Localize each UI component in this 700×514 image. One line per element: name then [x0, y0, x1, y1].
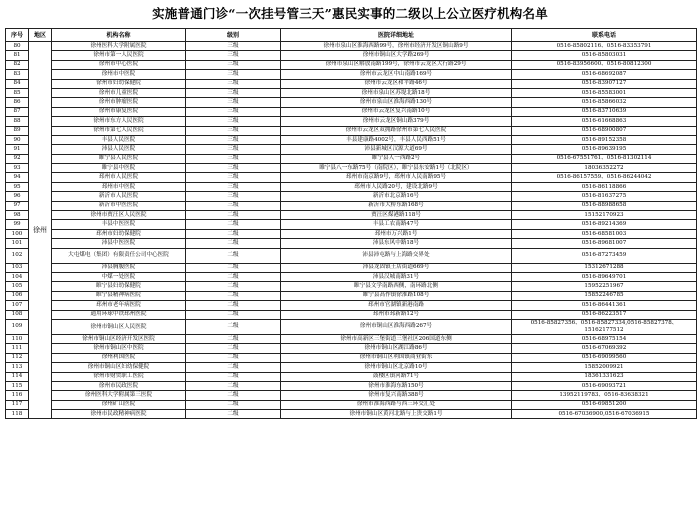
row-level: 二级	[186, 353, 281, 362]
row-seq: 104	[6, 272, 29, 281]
row-institution-name: 沛县中医医院	[52, 239, 186, 248]
row-institution-name: 徐州市中医院	[52, 70, 186, 79]
row-seq: 81	[6, 51, 29, 60]
row-seq: 91	[6, 145, 29, 154]
row-seq: 96	[6, 192, 29, 201]
row-address: 徐州市泉山区淮海西路130号	[281, 98, 512, 107]
row-phone: 18036352272	[512, 164, 697, 173]
row-level: 三级	[186, 182, 281, 191]
row-institution-name: 丰县中医医院	[52, 220, 186, 229]
document-title: 实施普通门诊“一次挂号管三天”惠民实事的二级以上公立医疗机构名单	[152, 6, 548, 21]
row-phone: 0516-83710639	[512, 107, 697, 116]
row-address: 丰县工农南路47号	[281, 220, 512, 229]
row-address: 睢宁县高作镇徐淮路108号	[281, 291, 512, 300]
row-level: 二级	[186, 319, 281, 334]
row-institution-name: 徐州利国医院	[52, 353, 186, 362]
row-phone: 0516-68900807	[512, 126, 697, 135]
row-seq: 97	[6, 201, 29, 210]
table-row	[6, 98, 697, 107]
row-institution-name: 徐州医科大学附属医院	[52, 42, 186, 51]
row-phone: 0516-83956600、0516-80812300	[512, 60, 697, 69]
row-address: 徐州市铜山区利国镇商业街东	[281, 353, 512, 362]
row-level: 二级	[186, 363, 281, 372]
row-phone: 0516-85866032	[512, 98, 697, 107]
row-seq: 102	[6, 248, 29, 263]
row-phone: 15852009921	[512, 363, 697, 372]
row-phone: 0516-61668863	[512, 117, 697, 126]
row-institution-name: 徐州医科大学附属第三医院	[52, 391, 186, 400]
table-row	[6, 42, 697, 51]
table-row	[6, 282, 697, 291]
table-body	[6, 42, 697, 419]
row-institution-name: 邳州市人民医院	[52, 173, 186, 182]
row-level: 二级	[186, 291, 281, 300]
row-phone: 0516-89639195	[512, 145, 697, 154]
row-level: 二级	[186, 220, 281, 229]
row-address: 沛县龙固镇王店街道669号	[281, 263, 512, 272]
row-phone: 0516-67036900,0516-67036915	[512, 410, 697, 419]
row-address: 徐州市云龙区复兴南路10号	[281, 107, 512, 116]
row-seq: 107	[6, 301, 29, 310]
row-level: 三级	[186, 88, 281, 97]
row-seq: 111	[6, 344, 29, 353]
row-institution-name: 徐州市第七人民医院	[52, 126, 186, 135]
row-phone: 0516-89649701	[512, 272, 697, 281]
row-institution-name: 徐州市民政医院	[52, 381, 186, 390]
row-level: 三级	[186, 145, 281, 154]
row-seq: 87	[6, 107, 29, 116]
row-level: 二级	[186, 391, 281, 400]
table-row	[6, 173, 697, 182]
row-institution-name: 徐州市康复医院	[52, 107, 186, 116]
row-level: 三级	[186, 42, 281, 51]
row-institution-name: 沛县胸腹医院	[52, 263, 186, 272]
row-level: 三级	[186, 70, 281, 79]
row-seq: 86	[6, 98, 29, 107]
row-institution-name: 丰县人民医院	[52, 135, 186, 144]
row-address: 徐州市复兴南路388号	[281, 391, 512, 400]
row-level: 二级	[186, 282, 281, 291]
row-address: 徐州市高新区三堡街道三堡社区206国道东侧	[281, 334, 512, 343]
hospital-list-table	[5, 28, 697, 419]
row-institution-name: 徐州市东方人民医院	[52, 117, 186, 126]
row-institution-name: 邳州市妇幼保健院	[52, 229, 186, 238]
row-institution-name: 徐州市妇幼保健院	[52, 79, 186, 88]
header-name: 机构名称	[52, 29, 186, 42]
table-row	[6, 319, 697, 334]
row-seq: 101	[6, 239, 29, 248]
table-row	[6, 164, 697, 173]
table-row	[6, 248, 697, 263]
row-address: 徐州市铜山区淮海西路267号	[281, 319, 512, 334]
row-seq: 117	[6, 400, 29, 409]
table-row	[6, 117, 697, 126]
row-level: 二级	[186, 272, 281, 281]
row-seq: 80	[6, 42, 29, 51]
table-row	[6, 344, 697, 353]
row-seq: 93	[6, 164, 29, 173]
row-level: 三级	[186, 201, 281, 210]
row-level: 三级	[186, 164, 281, 173]
header-level: 级别	[186, 29, 281, 42]
row-address: 邳州市万兴路1号	[281, 229, 512, 238]
row-institution-name: 新沂市中医医院	[52, 201, 186, 210]
row-seq: 83	[6, 70, 29, 79]
row-institution-name: 中煤一处医院	[52, 272, 186, 281]
row-address: 睢宁县八一东路75号（南院区），睢宁县东安路1号（北院区）	[281, 164, 512, 173]
region-cell: 徐州	[29, 42, 52, 419]
row-seq: 84	[6, 79, 29, 88]
row-seq: 89	[6, 126, 29, 135]
row-institution-name: 邳州市中医院	[52, 182, 186, 191]
row-phone: 0516-69851200	[512, 400, 697, 409]
table-row	[6, 211, 697, 220]
row-level: 二级	[186, 301, 281, 310]
row-phone: 0516-68692087	[512, 70, 697, 79]
row-address: 徐州市铜山区黄河北路与上贵交路1号	[281, 410, 512, 419]
row-level: 二级	[186, 372, 281, 381]
row-address: 鼓楼区镇河路71号	[281, 372, 512, 381]
row-institution-name: 徐州市肿瘤医院	[52, 98, 186, 107]
row-seq: 94	[6, 173, 29, 182]
row-level: 二级	[186, 229, 281, 238]
row-level: 三级	[186, 126, 281, 135]
row-level: 二级	[186, 344, 281, 353]
row-institution-name: 通用环球中铁邳州医院	[52, 310, 186, 319]
table-row	[6, 381, 697, 390]
row-phone: 0516-85802116、0516-83353791	[512, 42, 697, 51]
row-level: 三级	[186, 135, 281, 144]
table-row	[6, 60, 697, 69]
row-level: 三级	[186, 79, 281, 88]
table-row	[6, 51, 697, 60]
row-level: 二级	[186, 211, 281, 220]
table-row	[6, 201, 697, 210]
row-institution-name: 邳州市老年病医院	[52, 301, 186, 310]
row-phone: 15312671288	[512, 263, 697, 272]
row-phone: 0516-67551761、0516-81302114	[512, 154, 697, 163]
table-row	[6, 192, 697, 201]
table-row	[6, 126, 697, 135]
table-row	[6, 263, 697, 272]
table-row	[6, 372, 697, 381]
row-seq: 92	[6, 154, 29, 163]
row-level: 二级	[186, 248, 281, 263]
row-institution-name: 新沂市人民医院	[52, 192, 186, 201]
row-institution-name: 睢宁县精神病医院	[52, 291, 186, 300]
row-level: 二级	[186, 239, 281, 248]
header-seq: 序号	[6, 29, 29, 42]
row-seq: 105	[6, 282, 29, 291]
row-level: 二级	[186, 334, 281, 343]
row-address: 徐州市泉山区淮海西路99号，徐州市经济开发区铜山路9号	[281, 42, 512, 51]
row-phone: 0516-89681007	[512, 239, 697, 248]
row-phone: 0516-69093721	[512, 381, 697, 390]
row-phone: 0516-83907127	[512, 79, 697, 88]
row-address: 徐州市淮海西路与西三环交汇处	[281, 400, 512, 409]
row-address: 睢宁县文学南路西侧，南环路北侧	[281, 282, 512, 291]
row-address: 徐州市泉山区苏堤北路18号	[281, 88, 512, 97]
row-phone: 0516-69099560	[512, 353, 697, 362]
row-phone: 0516-86118866	[512, 182, 697, 191]
row-seq: 109	[6, 319, 29, 334]
table-row	[6, 353, 697, 362]
row-address: 徐州市泉山区解放南路199号，徐州市云龙区大行路29号	[281, 60, 512, 69]
row-level: 三级	[186, 192, 281, 201]
row-address: 邳州市人民路20号，建设北路9号	[281, 182, 512, 191]
table-row	[6, 363, 697, 372]
row-address: 沛县沛屯路与上海路交界处	[281, 248, 512, 263]
row-seq: 88	[6, 117, 29, 126]
row-seq: 99	[6, 220, 29, 229]
row-address: 新沂市大桥东路168号	[281, 201, 512, 210]
row-seq: 106	[6, 291, 29, 300]
table-row	[6, 291, 697, 300]
table-row	[6, 410, 697, 419]
row-address: 邳州市官湖镇新港南路	[281, 301, 512, 310]
row-phone: 0516-86157559、0516-86244042	[512, 173, 697, 182]
row-institution-name: 徐州市财贸职工医院	[52, 372, 186, 381]
row-institution-name: 徐州市铜山区经济开发区医院	[52, 334, 186, 343]
row-level: 二级	[186, 410, 281, 419]
table-row	[6, 107, 697, 116]
row-address: 丰县建康路4002号，丰县人民西路51号	[281, 135, 512, 144]
row-seq: 100	[6, 229, 29, 238]
row-phone: 15852246785	[512, 291, 697, 300]
row-address: 新沂市北京路16号	[281, 192, 512, 201]
row-address: 徐州市云龙区双拥路徐州市第七人民医院	[281, 126, 512, 135]
row-seq: 82	[6, 60, 29, 69]
table-row	[6, 334, 697, 343]
row-institution-name: 睢宁县妇幼保健院	[52, 282, 186, 291]
row-phone: 0516-68975154	[512, 334, 697, 343]
table-row	[6, 301, 697, 310]
row-institution-name: 睢宁县中医院	[52, 164, 186, 173]
row-seq: 108	[6, 310, 29, 319]
table-row	[6, 70, 697, 79]
row-institution-name: 徐州市中心医院	[52, 60, 186, 69]
row-address: 沛县汉城南路31号	[281, 272, 512, 281]
header-address: 医院详细地址	[281, 29, 512, 42]
row-seq: 95	[6, 182, 29, 191]
table-header-row	[6, 29, 697, 42]
row-level: 二级	[186, 310, 281, 319]
row-address: 徐州市铜山区北京路10号	[281, 363, 512, 372]
row-seq: 112	[6, 353, 29, 362]
table-row	[6, 182, 697, 191]
row-seq: 114	[6, 372, 29, 381]
header-phone: 联系电话	[512, 29, 697, 42]
table-row	[6, 79, 697, 88]
row-phone: 0516-68581003	[512, 229, 697, 238]
row-address: 沛县新城区汉源大道69号	[281, 145, 512, 154]
row-address: 睢宁县人一西路2号	[281, 154, 512, 163]
row-institution-name: 徐州市铜山区人民医院	[52, 319, 186, 334]
row-level: 二级	[186, 263, 281, 272]
row-address: 徐州市淮海东路150号	[281, 381, 512, 390]
row-institution-name: 徐州市铜山区中医院	[52, 344, 186, 353]
row-phone: 0516-81637275	[512, 192, 697, 201]
row-level: 三级	[186, 173, 281, 182]
row-level: 三级	[186, 154, 281, 163]
row-seq: 98	[6, 211, 29, 220]
table-row	[6, 220, 697, 229]
row-phone: 0516-85827356、0516-85827334,0516-85827378、15162177512	[512, 319, 697, 334]
row-phone: 0516-88988658	[512, 201, 697, 210]
row-phone: 15152170923	[512, 211, 697, 220]
row-institution-name: 徐州市贾汪区人民医院	[52, 211, 186, 220]
row-phone: 13952119783、0516-83638321	[512, 391, 697, 400]
row-phone: 0516-87273459	[512, 248, 697, 263]
row-seq: 115	[6, 381, 29, 390]
row-address: 徐州市云龙区和平路46号	[281, 79, 512, 88]
row-phone: 0516-86223517	[512, 310, 697, 319]
row-level: 三级	[186, 60, 281, 69]
header-region: 地区	[29, 29, 52, 42]
row-institution-name: 徐州市铜山区妇幼保健院	[52, 363, 186, 372]
row-seq: 113	[6, 363, 29, 372]
row-address: 徐州市云龙区中山南路169号	[281, 70, 512, 79]
table-row	[6, 88, 697, 97]
row-phone: 0516-86441361	[512, 301, 697, 310]
row-level: 三级	[186, 117, 281, 126]
table-row	[6, 145, 697, 154]
row-phone: 0516-67069392	[512, 344, 697, 353]
table-row	[6, 400, 697, 409]
table-row	[6, 272, 697, 281]
row-institution-name: 睢宁县人民医院	[52, 154, 186, 163]
row-level: 三级	[186, 51, 281, 60]
row-address: 徐州市铜山区湖江路86号	[281, 344, 512, 353]
row-phone: 18361331623	[512, 372, 697, 381]
table-row	[6, 154, 697, 163]
row-address: 徐州市铜山区大学路269号	[281, 51, 512, 60]
row-institution-name: 徐州市儿童医院	[52, 88, 186, 97]
row-phone: 0516-89214369	[512, 220, 697, 229]
row-phone: 0516-89152358	[512, 135, 697, 144]
row-institution-name: 徐州市第一人民医院	[52, 51, 186, 60]
row-address: 徐州市云龙区铜山路379号	[281, 117, 512, 126]
row-level: 三级	[186, 98, 281, 107]
row-address: 沛县东风中路18号	[281, 239, 512, 248]
table-row	[6, 239, 697, 248]
row-seq: 118	[6, 410, 29, 419]
row-seq: 103	[6, 263, 29, 272]
row-seq: 110	[6, 334, 29, 343]
table-row	[6, 135, 697, 144]
row-address: 贾汪区煤港路118号	[281, 211, 512, 220]
row-level: 二级	[186, 381, 281, 390]
row-phone: 0516-85803031	[512, 51, 697, 60]
row-institution-name: 徐州市民政精神病医院	[52, 410, 186, 419]
row-phone: 0516-85583001	[512, 88, 697, 97]
row-seq: 85	[6, 88, 29, 97]
row-level: 二级	[186, 400, 281, 409]
row-phone: 15952251967	[512, 282, 697, 291]
row-seq: 90	[6, 135, 29, 144]
row-level: 三级	[186, 107, 281, 116]
row-seq: 116	[6, 391, 29, 400]
row-institution-name: 沛县人民医院	[52, 145, 186, 154]
table-row	[6, 310, 697, 319]
table-row	[6, 229, 697, 238]
row-institution-name: 大屯煤电（集团）有限责任公司中心医院	[52, 248, 186, 263]
row-address: 邳州市南京路9号，邳州市人民南路95号	[281, 173, 512, 182]
row-address: 邳州市邳新路12号	[281, 310, 512, 319]
table-row	[6, 391, 697, 400]
row-institution-name: 徐州矿山医院	[52, 400, 186, 409]
